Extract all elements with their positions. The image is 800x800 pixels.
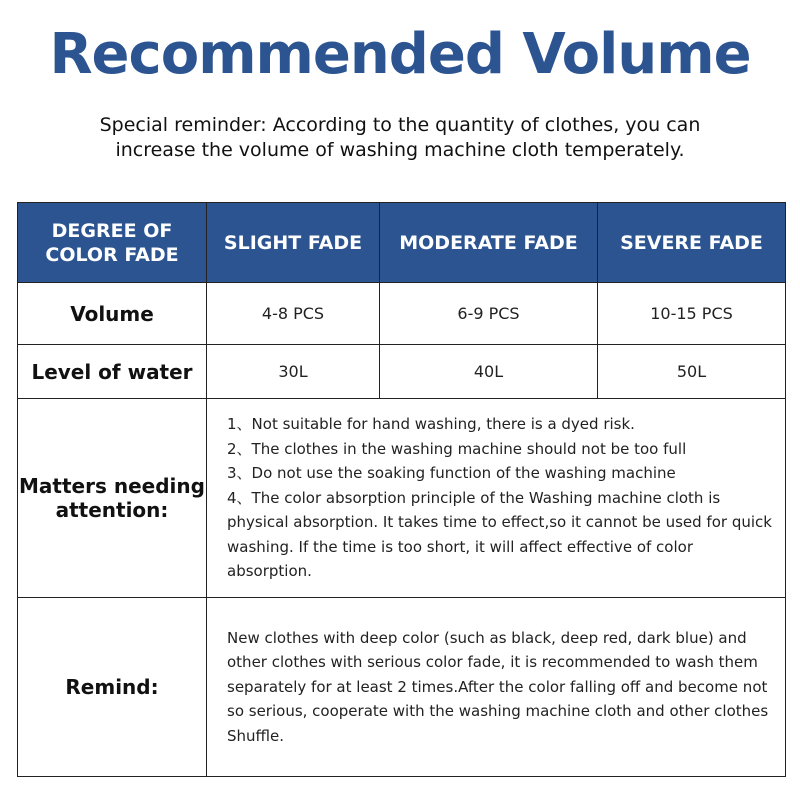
attention-item: 1、Not suitable for hand washing, there is a dyed risk.	[227, 415, 635, 434]
table-row-attention	[18, 399, 786, 598]
header-label-line-2: COLOR FADE	[45, 243, 179, 266]
header-label-line-1: DEGREE OF	[51, 219, 173, 242]
volume-slight: 4-8 PCS	[207, 283, 380, 345]
special-reminder-line-1: Special reminder: According to the quantity of clothes, you can	[99, 114, 701, 136]
page-title: Recommended Volume	[49, 22, 751, 87]
attention-item: 4、The color absorption principle of the Washing machine cloth is physical absorption. It takes time to effect,so it cannot be used for quick washing. If the time is too short, it will affect effective of color absorption.	[227, 488, 772, 581]
water-severe: 50L	[598, 345, 786, 399]
table-row-volume	[18, 283, 786, 345]
attention-notes	[207, 399, 786, 598]
table-row-water	[18, 345, 786, 399]
header-severe-fade: SEVERE FADE	[598, 203, 786, 283]
attention-item: 3、Do not use the soaking function of the washing machine	[227, 464, 676, 483]
row-label-volume: Volume	[18, 283, 207, 345]
table-row-remind	[18, 598, 786, 777]
attention-item: 2、The clothes in the washing machine should not be too full	[227, 439, 687, 458]
header-degree-of-color-fade	[18, 203, 207, 283]
row-label-remind: Remind:	[18, 598, 207, 777]
water-moderate: 40L	[380, 345, 598, 399]
volume-moderate: 6-9 PCS	[380, 283, 598, 345]
attention-label-line-1: Matters needing	[19, 474, 205, 498]
special-reminder-line-2: increase the volume of washing machine cloth temperately.	[115, 139, 685, 161]
row-label-water: Level of water	[18, 345, 207, 399]
header-moderate-fade: MODERATE FADE	[380, 203, 598, 283]
header-slight-fade: SLIGHT FADE	[207, 203, 380, 283]
water-slight: 30L	[207, 345, 380, 399]
volume-severe: 10-15 PCS	[598, 283, 786, 345]
table-header-row	[18, 203, 786, 283]
attention-label-line-2: attention:	[55, 498, 169, 522]
recommended-volume-table	[17, 202, 786, 777]
special-reminder	[60, 113, 740, 163]
remind-text: New clothes with deep color (such as black, deep red, dark blue) and other clothes with serious color fade, it is recommended to wash them separately for at least 2 times.After the color falling off and become not so serious, cooperate with the washing machine cloth and other clothes Shuffle.	[207, 598, 786, 777]
row-label-attention	[18, 399, 207, 598]
